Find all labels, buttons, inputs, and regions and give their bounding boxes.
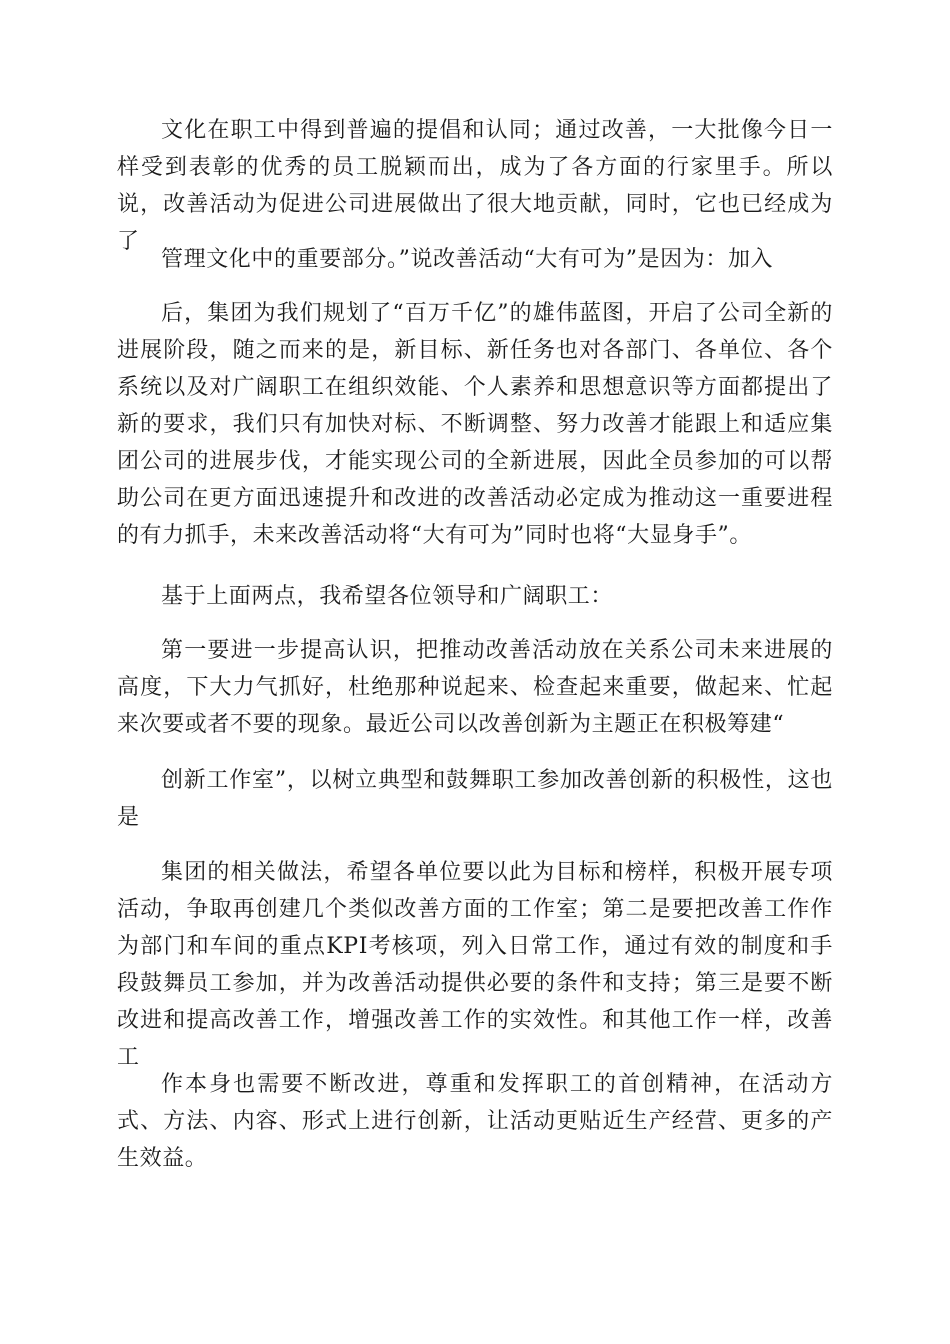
paragraph-8: 作本身也需要不断改进，尊重和发挥职工的首创精神，在活动方式、方法、内容、形式上进行创新，让活动更贴近生产经营、更多的产生效益。 [117,1072,833,1171]
paragraph-1: 文化在职工中得到普遍的提倡和认同；通过改善，一大批像今日一样受到表彰的优秀的员工脱颖而出，成为了各方面的行家里手。所以说，改善活动为促进公司进展做出了很大地贡献，同时，它也已经成为了 [117,118,833,254]
paragraph-6: 创新工作室”，以树立典型和鼓舞职工参加改善创新的积极性，这也是 [117,768,833,830]
paragraph-4: 基于上面两点，我希望各位领导和广阔职工： [161,584,614,609]
paragraph-5: 第一要进一步提高认识，把推动改善活动放在关系公司未来进展的高度，下大力气抓好，杜绝那种说起来、检查起来重要，做起来、忙起来次要或者不要的现象。最近公司以改善创新为主题正在积极筹建“ [117,638,833,737]
paragraph-7: 集团的相关做法，希望各单位要以此为目标和榜样，积极开展专项活动，争取再创建几个类似改善方面的工作室；第二是要把改善工作作为部门和车间的重点KPI考核项，列入日常工作，通过有效的制度和手段鼓舞员工参加，并为改善活动提供必要的条件和支持；第三是要不断改进和提高改善工作，增强改善工作的实效性。和其他工作一样，改善工 [117,860,833,1070]
paragraph-3: 后，集团为我们规划了“百万千亿”的雄伟蓝图，开启了公司全新的进展阶段，随之而来的是，新目标、新任务也对各部门、各单位、各个系统以及对广阔职工在组织效能、个人素养和思想意识等方面都提出了新的要求，我们只有加快对标、不断调整、努力改善才能跟上和适应集团公司的进展步伐，才能实现公司的全新进展，因此全员参加的可以帮助公司在更方面迅速提升和改进的改善活动必定成为推动这一重要进程的有力抓手，未来改善活动将“大有可为”同时也将“大显身手”。 [117,301,833,548]
paragraph-2: 管理文化中的重要部分。”说改善活动“大有可为”是因为：加入 [161,247,774,272]
